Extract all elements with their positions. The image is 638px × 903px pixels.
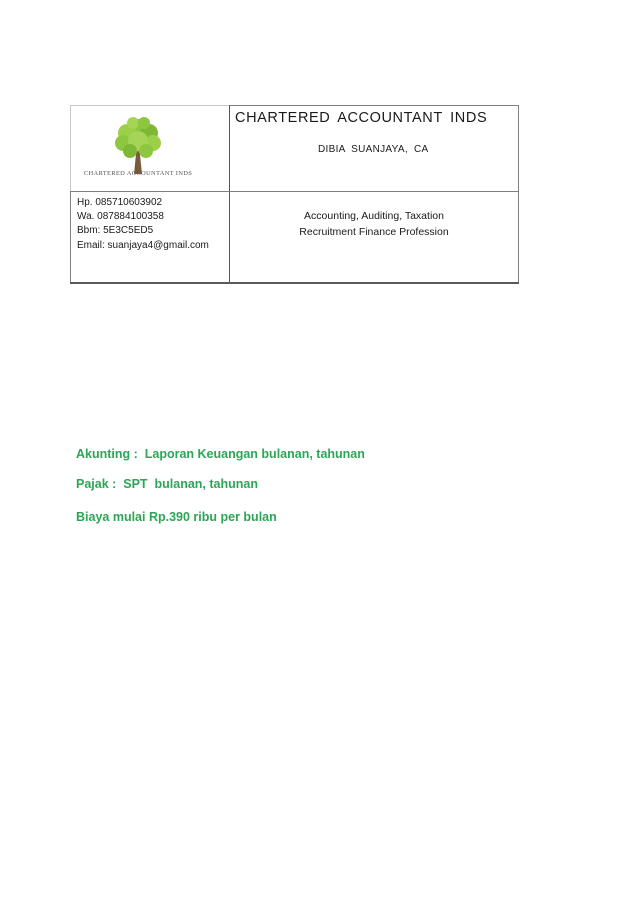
- contact-bbm: Bbm: 5E3C5ED5: [77, 225, 154, 237]
- letterhead-table: [70, 105, 519, 284]
- logo-caption: CHARTERED ACCOUNTANT INDS: [83, 170, 193, 177]
- services-line-2: Recruitment Finance Profession: [299, 226, 449, 238]
- offer-accounting: Akunting : Laporan Keuangan bulanan, tahunan: [76, 447, 365, 461]
- firm-name: CHARTERED ACCOUNTANT INDS: [235, 110, 488, 126]
- offer-price: Biaya mulai Rp.390 ribu per bulan: [76, 510, 277, 524]
- offer-tax: Pajak : SPT bulanan, tahunan: [76, 477, 258, 491]
- tree-icon: [79, 114, 197, 190]
- contact-email: Email: suanjaya4@gmail.com: [77, 239, 209, 251]
- contact-whatsapp: Wa. 087884100358: [77, 211, 164, 223]
- owner-name: DIBIA SUANJAYA, CA: [318, 144, 429, 155]
- services-line-1: Accounting, Auditing, Taxation: [304, 210, 444, 222]
- contact-cell: [71, 192, 230, 284]
- logo-cell: [71, 106, 230, 192]
- contact-phone: Hp. 085710603902: [77, 197, 163, 208]
- services-cell: [230, 192, 519, 284]
- title-cell: [230, 106, 519, 192]
